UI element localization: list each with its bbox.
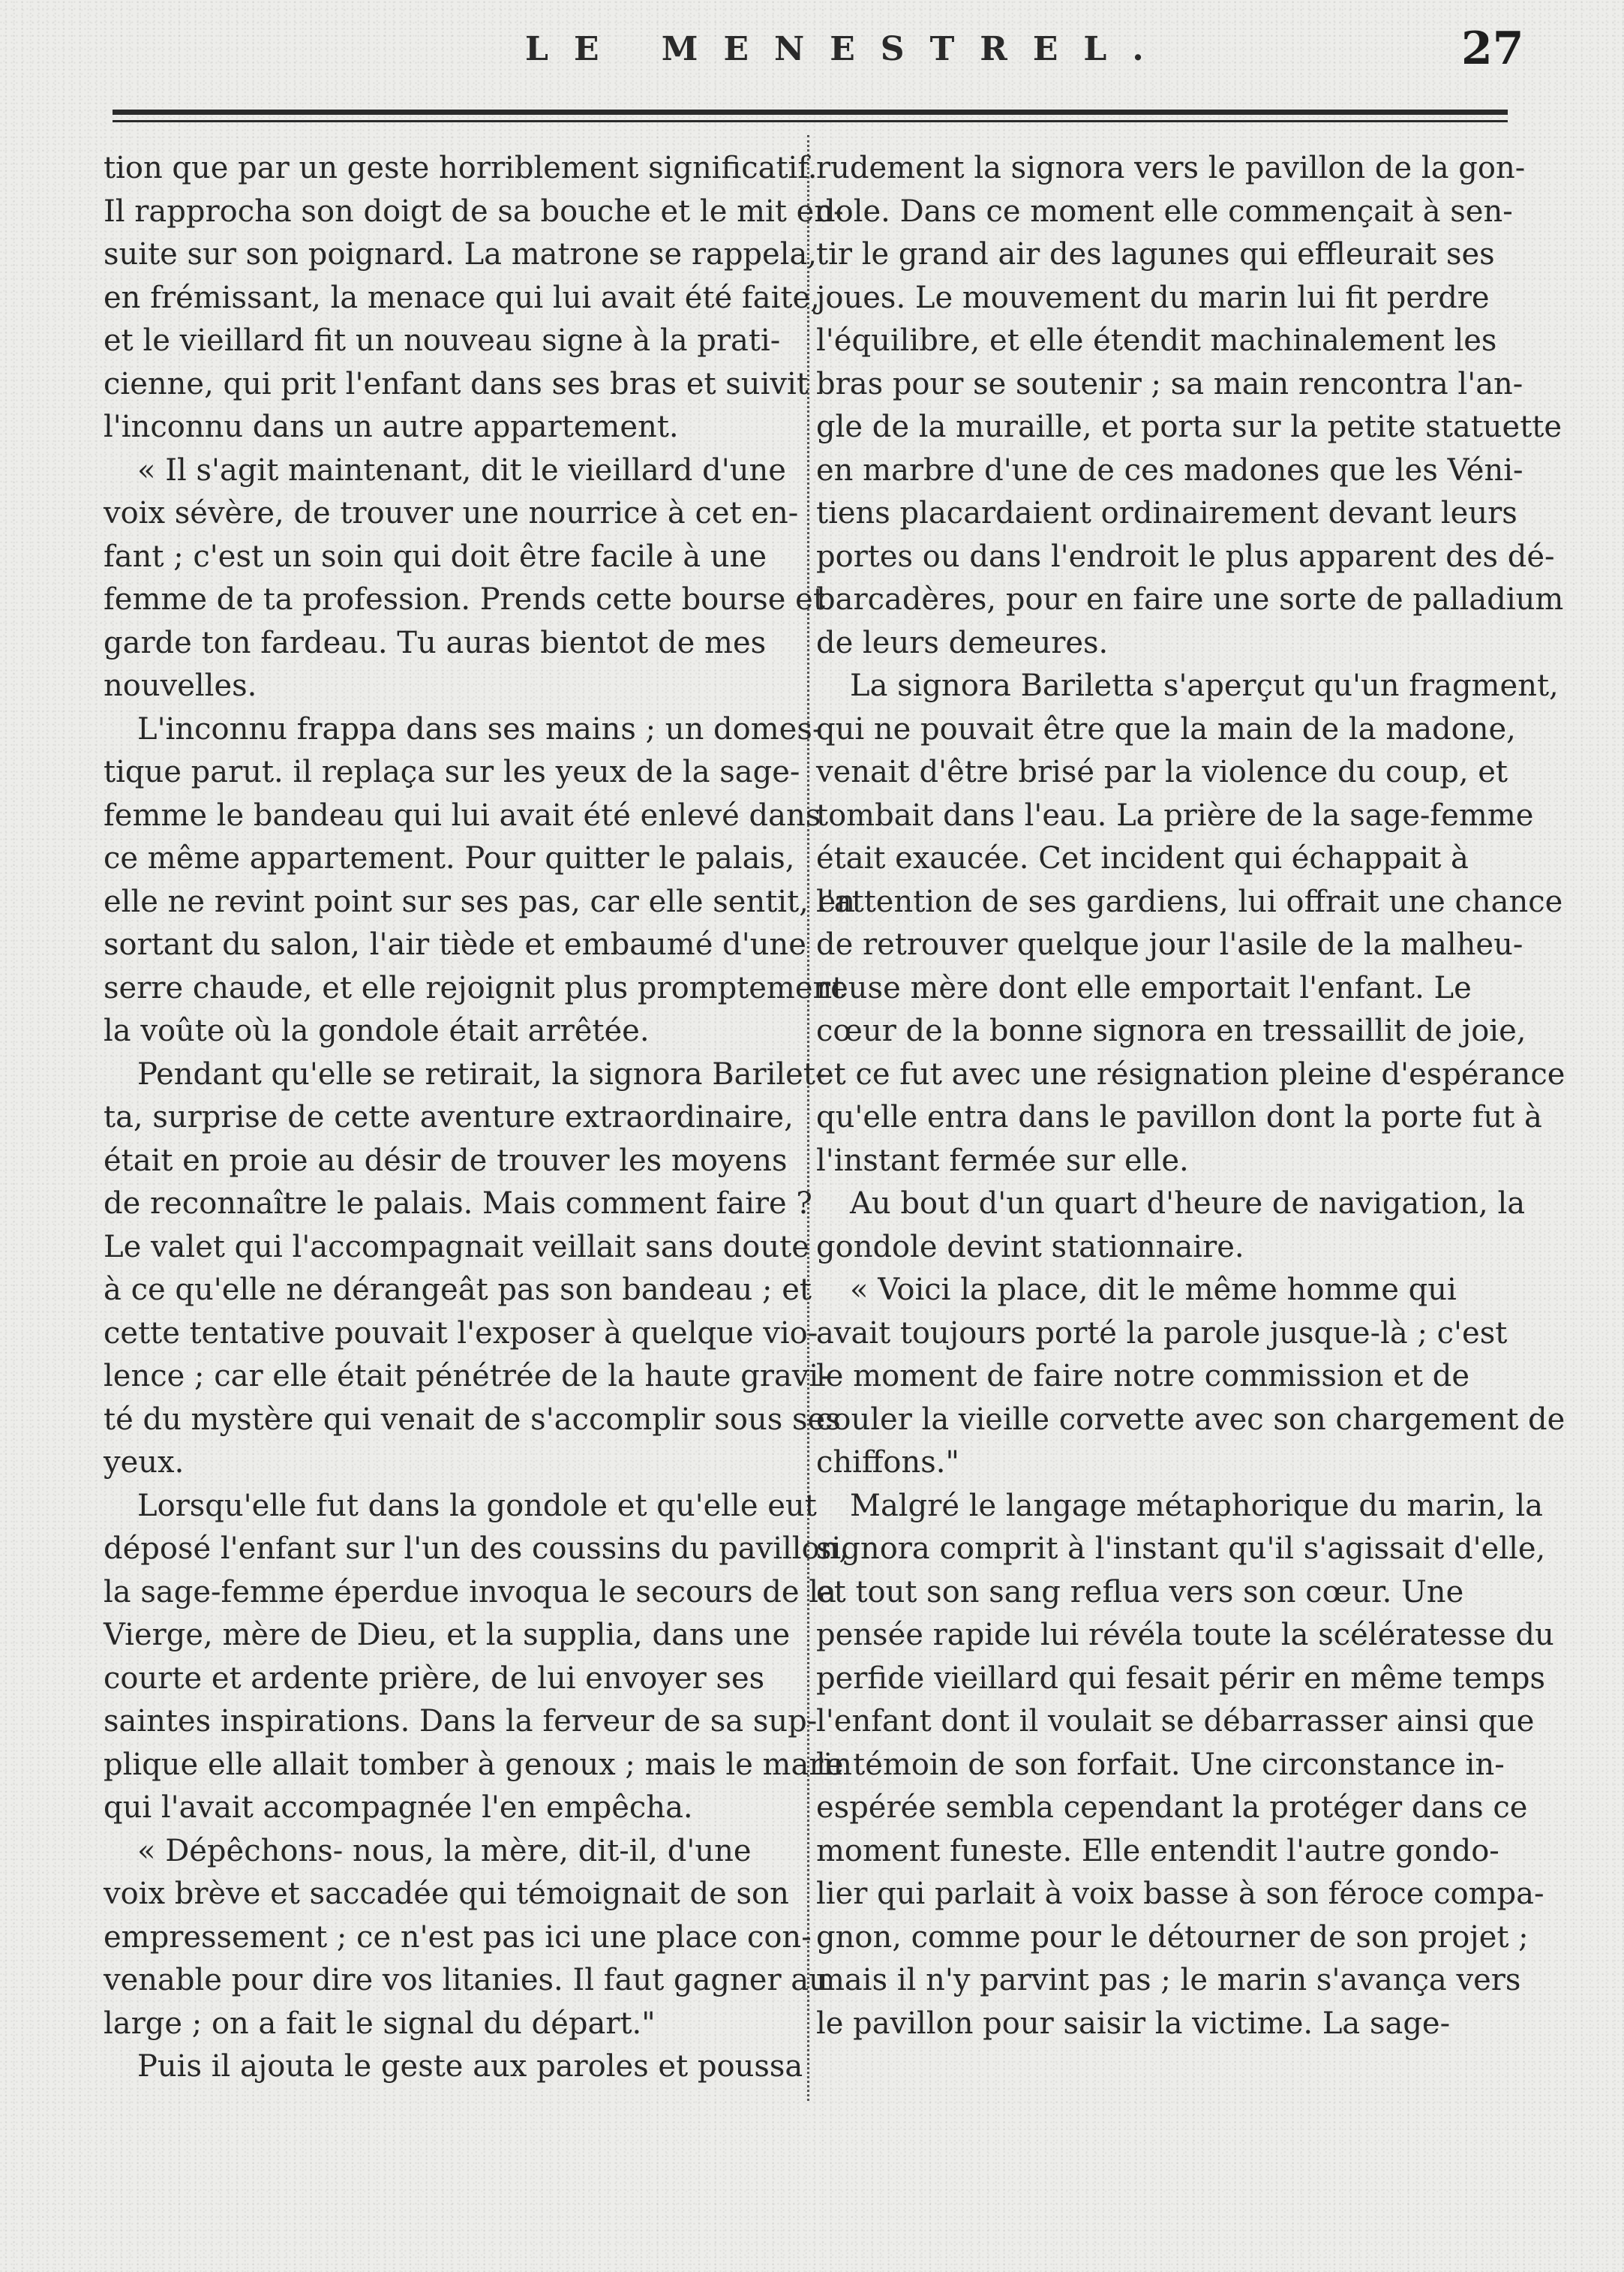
text-line: sortant du salon, l'air tiède et embaumé d'une: [104, 927, 806, 962]
text-line: le pavillon pour saisir la victime. La sage-: [816, 2006, 1451, 2041]
text-line: tion que par un geste horriblement significatif.: [104, 151, 818, 185]
text-line: à ce qu'elle ne dérangeât pas son bandeau ; et: [104, 1273, 812, 1307]
text-line: était en proie au désir de trouver les moyens: [104, 1143, 788, 1178]
text-line: l'inconnu dans un autre appartement.: [104, 410, 679, 444]
right-column: [816, 147, 1565, 2045]
journal-title: LE MENESTREL.: [525, 30, 1169, 68]
text-line: dole. Dans ce moment elle commençait à sen-: [816, 194, 1513, 229]
text-line: ta, surprise de cette aventure extraordinaire,: [104, 1100, 794, 1134]
text-line: cienne, qui prit l'enfant dans ses bras et suivit: [104, 366, 809, 401]
text-line: Au bout d'un quart d'heure de navigation, la: [850, 1186, 1526, 1221]
text-line: l'attention de ses gardiens, lui offrait une chance: [816, 884, 1563, 919]
text-line: gnon, comme pour le détourner de son projet ;: [816, 1919, 1529, 1955]
text-line: serre chaude, et elle rejoignit plus promptement: [104, 970, 845, 1005]
text-line: rudement la signora vers le pavillon de la gon-: [816, 151, 1526, 185]
text-line: L'inconnu frappa dans ses mains ; un domes-: [137, 711, 823, 747]
text-line: yeux.: [104, 1445, 185, 1480]
text-line: tombait dans l'eau. La prière de la sage-femme: [816, 798, 1534, 833]
text-line: qui l'avait accompagnée l'en empêcha.: [104, 1790, 693, 1825]
text-line: Pendant qu'elle se retirait, la signora Barilet-: [137, 1056, 826, 1092]
text-line: et le vieillard fit un nouveau signe à la prati-: [104, 323, 781, 358]
text-line: la sage-femme éperdue invoqua le secours de la: [104, 1574, 836, 1609]
text-line: tir le grand air des lagunes qui effleurait ses: [816, 237, 1495, 272]
text-line: joues. Le mouvement du marin lui fit perdre: [816, 280, 1490, 315]
text-line: avait toujours porté la parole jusque-là ; c'est: [816, 1315, 1508, 1351]
text-line: qui ne pouvait être que la main de la madone,: [816, 711, 1516, 747]
text-line: pensée rapide lui révéla toute la scélératesse du: [816, 1618, 1554, 1652]
text-line: espérée sembla cependant la protéger dans ce: [816, 1790, 1528, 1825]
text-line: venable pour dire vos litanies. Il faut gagner au: [104, 1963, 828, 1997]
text-line: elle ne revint point sur ses pas, car elle sentit, en: [104, 884, 856, 919]
text-line: suite sur son poignard. La matrone se rappela,: [104, 237, 818, 272]
text-line: té du mystère qui venait de s'accomplir sous ses: [104, 1402, 841, 1437]
text-line: en frémissant, la menace qui lui avait été faite,: [104, 280, 820, 315]
text-line: tiens placardaient ordinairement devant leurs: [816, 496, 1517, 530]
text-line: « Dépêchons- nous, la mère, dit-il, d'une: [137, 1833, 752, 1868]
text-line: était exaucée. Cet incident qui échappait à: [816, 841, 1469, 876]
header-rule-thick: [113, 110, 1508, 115]
text-line: Il rapprocha son doigt de sa bouche et le mit en-: [104, 194, 844, 229]
text-line: perfide vieillard qui fesait périr en même temps: [816, 1660, 1546, 1696]
text-line: Malgré le langage métaphorique du marin, la: [850, 1488, 1543, 1523]
text-line: fant ; c'est un soin qui doit être facile à une: [104, 539, 767, 574]
text-line: bras pour se soutenir ; sa main rencontra l'an-: [816, 366, 1523, 401]
text-line: « Voici la place, dit le même homme qui: [850, 1273, 1457, 1307]
page-number: 27: [1461, 23, 1524, 75]
column-divider: [807, 135, 809, 2101]
text-line: garde ton fardeau. Tu auras bientot de mes: [104, 625, 767, 660]
text-line: la voûte où la gondole était arrêtée.: [104, 1014, 650, 1048]
text-line: de leurs demeures.: [816, 625, 1109, 660]
text-line: venait d'être brisé par la violence du coup, et: [816, 755, 1508, 789]
text-line: moment funeste. Elle entendit l'autre gondo-: [816, 1833, 1499, 1868]
text-line: le témoin de son forfait. Une circonstance in-: [816, 1747, 1505, 1782]
header-rule-thin: [113, 120, 1508, 122]
text-line: signora comprit à l'instant qu'il s'agissait d'elle,: [816, 1531, 1546, 1566]
text-line: qu'elle entra dans le pavillon dont la porte fut à: [816, 1100, 1542, 1134]
text-line: La signora Bariletta s'aperçut qu'un fragment,: [850, 669, 1559, 703]
text-line: reuse mère dont elle emportait l'enfant. Le: [816, 970, 1472, 1005]
text-line: Puis il ajouta le geste aux paroles et poussa: [137, 2049, 803, 2084]
text-line: l'instant fermée sur elle.: [816, 1143, 1189, 1178]
text-line: nouvelles.: [104, 669, 257, 703]
text-line: large ; on a fait le signal du départ.": [104, 2006, 656, 2041]
text-line: voix brève et saccadée qui témoignait de son: [104, 1877, 789, 1911]
text-line: courte et ardente prière, de lui envoyer ses: [104, 1660, 765, 1696]
text-line: chiffons.": [816, 1445, 959, 1480]
text-line: couler la vieille corvette avec son chargement de: [816, 1402, 1565, 1437]
text-line: mais il n'y parvint pas ; le marin s'avança vers: [816, 1963, 1521, 1997]
text-line: « Il s'agit maintenant, dit le vieillard d'une: [137, 452, 786, 488]
text-line: femme de ta profession. Prends cette bourse et: [104, 582, 825, 617]
text-line: barcadères, pour en faire une sorte de palladium: [816, 582, 1564, 617]
text-line: et ce fut avec une résignation pleine d'espérance: [816, 1056, 1565, 1092]
text-line: le moment de faire notre commission et de: [816, 1359, 1469, 1393]
text-line: l'équilibre, et elle étendit machinalement les: [816, 323, 1497, 358]
text-line: ce même appartement. Pour quitter le palais,: [104, 841, 795, 876]
left-column: [104, 147, 856, 2089]
text-line: Lorsqu'elle fut dans la gondole et qu'elle eut: [137, 1488, 817, 1523]
text-line: femme le bandeau qui lui avait été enlevé dans: [104, 798, 821, 833]
text-line: lence ; car elle était pénétrée de la haute gravi-: [104, 1359, 829, 1393]
text-line: gle de la muraille, et porta sur la petite statuette: [816, 410, 1562, 444]
text-line: et tout son sang reflua vers son cœur. Une: [816, 1574, 1464, 1609]
text-line: en marbre d'une de ces madones que les Véni-: [816, 452, 1523, 488]
text-line: Vierge, mère de Dieu, et la supplia, dans une: [104, 1618, 791, 1652]
text-line: empressement ; ce n'est pas ici une place con-: [104, 1919, 812, 1955]
text-line: voix sévère, de trouver une nourrice à cet en-: [104, 496, 799, 530]
text-line: de retrouver quelque jour l'asile de la malheu-: [816, 927, 1523, 962]
text-line: l'enfant dont il voulait se débarrasser ainsi que: [816, 1704, 1535, 1739]
text-line: de reconnaître le palais. Mais comment faire ?: [104, 1186, 812, 1221]
text-line: Le valet qui l'accompagnait veillait sans doute: [104, 1229, 809, 1264]
text-line: tique parut. il replaça sur les yeux de la sage-: [104, 755, 800, 789]
text-line: cœur de la bonne signora en tressaillit de joie,: [816, 1014, 1526, 1048]
text-line: plique elle allait tomber à genoux ; mais le marin: [104, 1747, 853, 1782]
text-line: déposé l'enfant sur l'un des coussins du pavillon,: [104, 1531, 849, 1566]
page-header: [0, 23, 1624, 90]
text-line: portes ou dans l'endroit le plus apparent des dé-: [816, 539, 1555, 574]
text-line: lier qui parlait à voix basse à son féroce compa-: [816, 1877, 1544, 1911]
text-line: gondole devint stationnaire.: [816, 1229, 1244, 1264]
text-line: cette tentative pouvait l'exposer à quelque vio-: [104, 1315, 818, 1351]
text-line: saintes inspirations. Dans la ferveur de sa sup-: [104, 1704, 818, 1739]
